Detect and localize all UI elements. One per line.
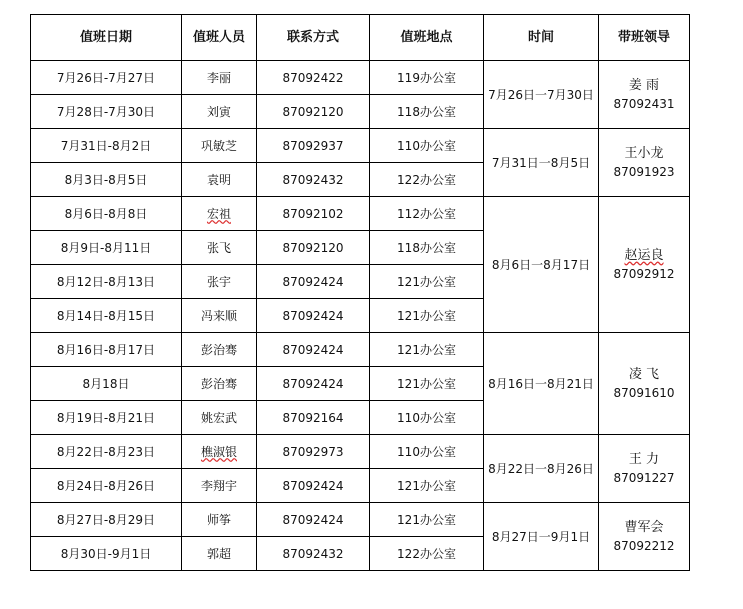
- duty-location: 121办公室: [370, 333, 484, 367]
- duty-location: 118办公室: [370, 231, 484, 265]
- duty-date: 7月31日-8月2日: [31, 129, 182, 163]
- table-row: [31, 61, 690, 95]
- duty-location: 110办公室: [370, 435, 484, 469]
- duty-phone: 87092432: [257, 163, 370, 197]
- duty-phone: 87092424: [257, 503, 370, 537]
- header-date: 值班日期: [31, 15, 182, 61]
- header-location: 值班地点: [370, 15, 484, 61]
- duty-date: 8月12日-8月13日: [31, 265, 182, 299]
- leader-phone: 87091610: [613, 385, 675, 400]
- duty-phone: 87092973: [257, 435, 370, 469]
- header-phone: 联系方式: [257, 15, 370, 61]
- group-period: 7月26日一7月30日: [484, 61, 599, 129]
- group-period: 8月27日一9月1日: [484, 503, 599, 571]
- table-row: [31, 333, 690, 367]
- duty-person: [182, 435, 257, 469]
- duty-location: 121办公室: [370, 503, 484, 537]
- table-row: [31, 503, 690, 537]
- leader-phone: 87091227: [613, 470, 675, 485]
- duty-location: 110办公室: [370, 401, 484, 435]
- duty-location: 110办公室: [370, 129, 484, 163]
- duty-person: 袁明: [182, 163, 257, 197]
- duty-person: 冯来顺: [182, 299, 257, 333]
- duty-person: 巩敏芝: [182, 129, 257, 163]
- group-leader: [599, 129, 690, 197]
- table-row: [31, 435, 690, 469]
- leader-name: 姜 雨: [628, 77, 660, 93]
- leader-phone: 87091923: [613, 164, 675, 179]
- group-leader: [599, 435, 690, 503]
- duty-person: 彭治骞: [182, 333, 257, 367]
- group-period: 7月31日一8月5日: [484, 129, 599, 197]
- duty-phone: 87092424: [257, 469, 370, 503]
- duty-person: [182, 197, 257, 231]
- duty-person: 张飞: [182, 231, 257, 265]
- group-leader: [599, 61, 690, 129]
- duty-date: 8月30日-9月1日: [31, 537, 182, 571]
- header-row: [31, 15, 690, 61]
- duty-date: 7月28日-7月30日: [31, 95, 182, 129]
- duty-date: 8月22日-8月23日: [31, 435, 182, 469]
- duty-phone: 87092422: [257, 61, 370, 95]
- leader-name: 曹军会: [624, 519, 664, 535]
- duty-person: 刘寅: [182, 95, 257, 129]
- duty-phone: 87092164: [257, 401, 370, 435]
- duty-person-name: 樵淑银: [200, 444, 237, 459]
- duty-phone: 87092102: [257, 197, 370, 231]
- duty-date: 8月9日-8月11日: [31, 231, 182, 265]
- duty-person: 李丽: [182, 61, 257, 95]
- table-row: [31, 129, 690, 163]
- duty-person: 姚宏武: [182, 401, 257, 435]
- duty-date: 8月16日-8月17日: [31, 333, 182, 367]
- duty-location: 121办公室: [370, 367, 484, 401]
- duty-date: 8月18日: [31, 367, 182, 401]
- duty-person-name: 宏祖: [206, 206, 231, 221]
- duty-date: 8月6日-8月8日: [31, 197, 182, 231]
- leader-phone: 87092912: [613, 266, 675, 281]
- duty-location: 119办公室: [370, 61, 484, 95]
- group-leader: [599, 333, 690, 435]
- duty-location: 121办公室: [370, 469, 484, 503]
- duty-date: 8月27日-8月29日: [31, 503, 182, 537]
- group-period: 8月22日一8月26日: [484, 435, 599, 503]
- leader-name: 王 力: [628, 451, 660, 467]
- duty-location: 121办公室: [370, 265, 484, 299]
- duty-date: 8月3日-8月5日: [31, 163, 182, 197]
- duty-phone: 87092120: [257, 231, 370, 265]
- duty-date: 8月24日-8月26日: [31, 469, 182, 503]
- duty-location: 122办公室: [370, 163, 484, 197]
- duty-person: 李翔宇: [182, 469, 257, 503]
- duty-person: 张宇: [182, 265, 257, 299]
- header-time: 时间: [484, 15, 599, 61]
- header-leader: 带班领导: [599, 15, 690, 61]
- duty-phone: 87092424: [257, 367, 370, 401]
- duty-date: 8月19日-8月21日: [31, 401, 182, 435]
- duty-phone: 87092424: [257, 299, 370, 333]
- duty-person: 彭治骞: [182, 367, 257, 401]
- duty-phone: 87092424: [257, 333, 370, 367]
- duty-phone: 87092424: [257, 265, 370, 299]
- group-period: 8月6日一8月17日: [484, 197, 599, 333]
- duty-date: 7月26日-7月27日: [31, 61, 182, 95]
- leader-name: 王小龙: [624, 145, 664, 161]
- group-leader: [599, 503, 690, 571]
- duty-schedule-table: [30, 14, 690, 571]
- duty-location: 112办公室: [370, 197, 484, 231]
- header-person: 值班人员: [182, 15, 257, 61]
- table-row: [31, 197, 690, 231]
- leader-name: 凌 飞: [628, 366, 660, 382]
- duty-location: 122办公室: [370, 537, 484, 571]
- leader-phone: 87092431: [613, 96, 675, 111]
- duty-person: 师筝: [182, 503, 257, 537]
- leader-name: 赵运良: [624, 247, 664, 263]
- group-leader: [599, 197, 690, 333]
- duty-phone: 87092937: [257, 129, 370, 163]
- duty-location: 121办公室: [370, 299, 484, 333]
- leader-phone: 87092212: [613, 538, 675, 553]
- duty-person: 郭超: [182, 537, 257, 571]
- duty-date: 8月14日-8月15日: [31, 299, 182, 333]
- duty-location: 118办公室: [370, 95, 484, 129]
- duty-phone: 87092432: [257, 537, 370, 571]
- duty-phone: 87092120: [257, 95, 370, 129]
- group-period: 8月16日一8月21日: [484, 333, 599, 435]
